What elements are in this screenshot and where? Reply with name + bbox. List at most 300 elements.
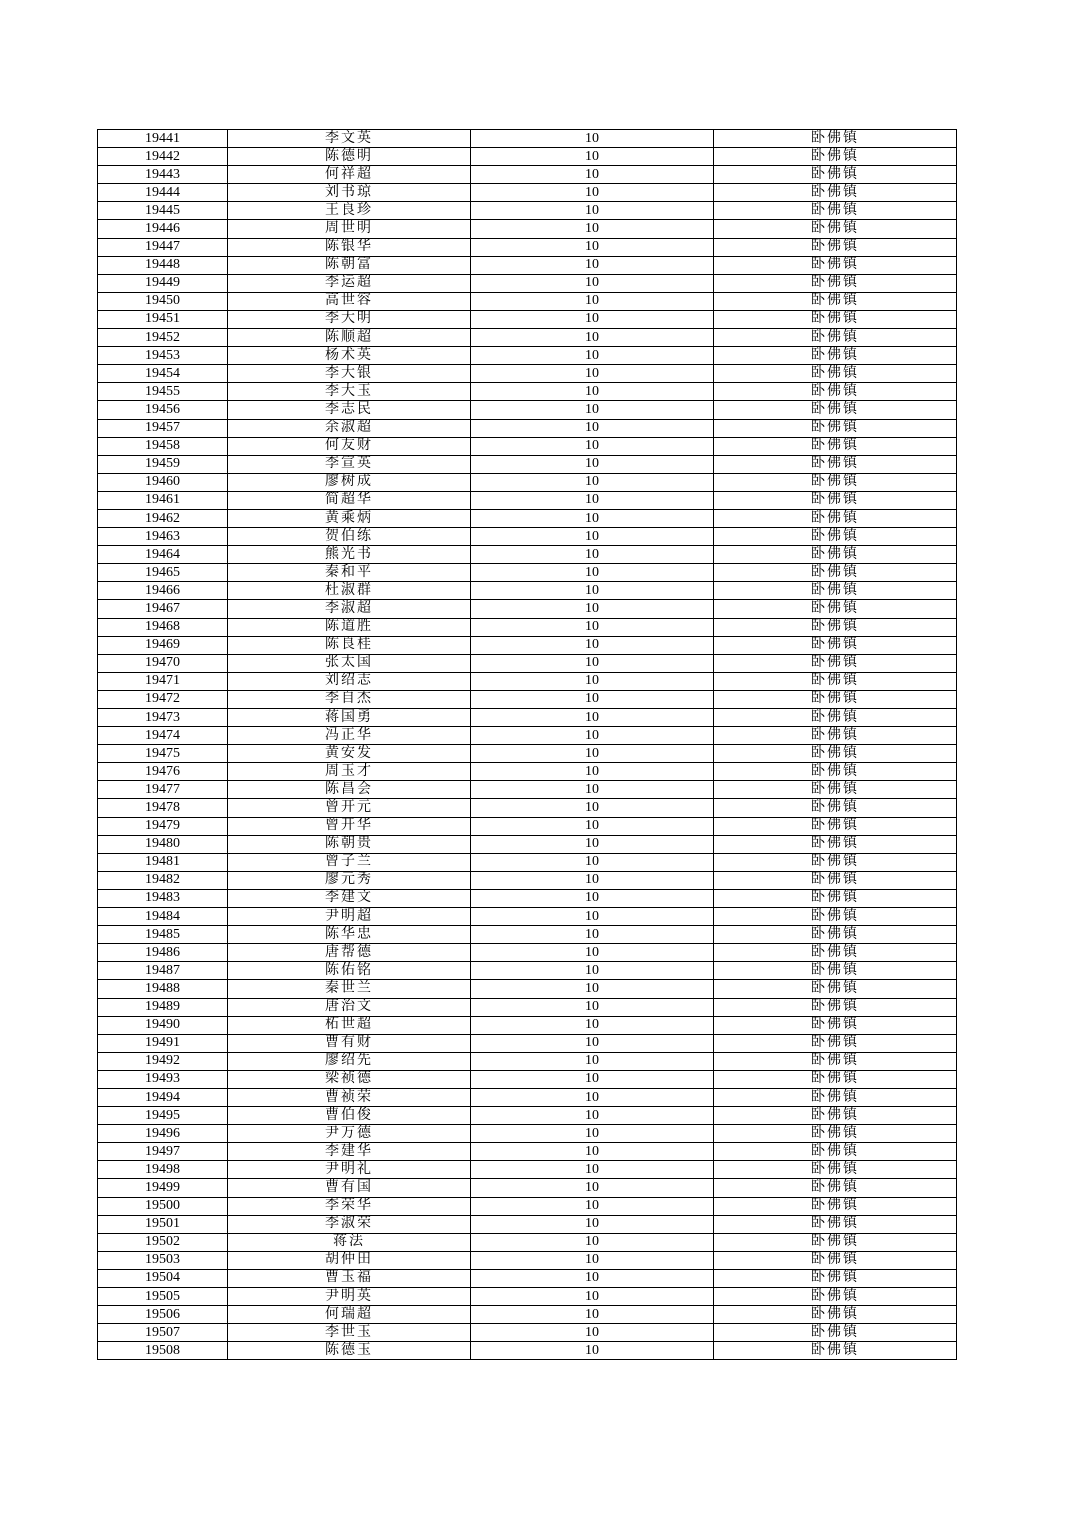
name-cell: 贺伯练 [228,528,471,546]
id-cell: 19502 [98,1233,228,1251]
amount-cell: 10 [471,781,714,799]
id-cell: 19480 [98,835,228,853]
amount-cell: 10 [471,690,714,708]
table-row [98,1052,957,1070]
town-cell: 卧佛镇 [714,727,957,745]
name-cell: 尹万德 [228,1125,471,1143]
table-row [98,853,957,871]
name-cell: 杜淑群 [228,582,471,600]
table-body [98,130,957,1360]
town-cell: 卧佛镇 [714,184,957,202]
name-cell: 李宣英 [228,455,471,473]
table-row [98,1161,957,1179]
amount-cell: 10 [471,166,714,184]
town-cell: 卧佛镇 [714,329,957,347]
id-cell: 19481 [98,853,228,871]
id-cell: 19442 [98,148,228,166]
name-cell: 廖元秀 [228,871,471,889]
town-cell: 卧佛镇 [714,636,957,654]
id-cell: 19484 [98,908,228,926]
table-row [98,600,957,618]
name-cell: 曾子兰 [228,853,471,871]
name-cell: 何友财 [228,437,471,455]
town-cell: 卧佛镇 [714,383,957,401]
name-cell: 陈华忠 [228,926,471,944]
table-row [98,274,957,292]
name-cell: 唐帮德 [228,944,471,962]
name-cell: 李大玉 [228,383,471,401]
name-cell: 陈朝贵 [228,835,471,853]
town-cell: 卧佛镇 [714,817,957,835]
town-cell: 卧佛镇 [714,1233,957,1251]
name-cell: 秦和平 [228,564,471,582]
table-row [98,491,957,509]
name-cell: 曹祯荣 [228,1088,471,1106]
table-row [98,889,957,907]
town-cell: 卧佛镇 [714,148,957,166]
id-cell: 19497 [98,1143,228,1161]
table-row [98,310,957,328]
town-cell: 卧佛镇 [714,690,957,708]
table-row [98,926,957,944]
amount-cell: 10 [471,799,714,817]
table-row [98,509,957,527]
table-row [98,329,957,347]
table-row [98,455,957,473]
table-row [98,238,957,256]
table-row [98,1306,957,1324]
amount-cell: 10 [471,509,714,527]
town-cell: 卧佛镇 [714,980,957,998]
name-cell: 李荣华 [228,1197,471,1215]
name-cell: 简超华 [228,491,471,509]
town-cell: 卧佛镇 [714,709,957,727]
id-cell: 19465 [98,564,228,582]
id-cell: 19445 [98,202,228,220]
town-cell: 卧佛镇 [714,1125,957,1143]
amount-cell: 10 [471,962,714,980]
town-cell: 卧佛镇 [714,654,957,672]
name-cell: 何祥超 [228,166,471,184]
id-cell: 19464 [98,546,228,564]
name-cell: 廖树成 [228,473,471,491]
name-cell: 李淑超 [228,600,471,618]
amount-cell: 10 [471,546,714,564]
id-cell: 19475 [98,745,228,763]
amount-cell: 10 [471,835,714,853]
town-cell: 卧佛镇 [714,419,957,437]
amount-cell: 10 [471,1143,714,1161]
town-cell: 卧佛镇 [714,944,957,962]
name-cell: 黄乘炳 [228,509,471,527]
name-cell: 陈朝富 [228,256,471,274]
table-row [98,292,957,310]
amount-cell: 10 [471,1288,714,1306]
table-row [98,582,957,600]
name-cell: 廖绍先 [228,1052,471,1070]
name-cell: 何瑞超 [228,1306,471,1324]
id-cell: 19503 [98,1251,228,1269]
table-row [98,1070,957,1088]
amount-cell: 10 [471,618,714,636]
id-cell: 19477 [98,781,228,799]
id-cell: 19489 [98,998,228,1016]
id-cell: 19457 [98,419,228,437]
name-cell: 柘世超 [228,1016,471,1034]
amount-cell: 10 [471,654,714,672]
town-cell: 卧佛镇 [714,1251,957,1269]
name-cell: 陈道胜 [228,618,471,636]
town-cell: 卧佛镇 [714,745,957,763]
table-row [98,962,957,980]
amount-cell: 10 [471,347,714,365]
id-cell: 19505 [98,1288,228,1306]
table-row [98,1251,957,1269]
town-cell: 卧佛镇 [714,1143,957,1161]
table-row [98,1324,957,1342]
town-cell: 卧佛镇 [714,365,957,383]
id-cell: 19500 [98,1197,228,1215]
id-cell: 19456 [98,401,228,419]
id-cell: 19492 [98,1052,228,1070]
id-cell: 19499 [98,1179,228,1197]
town-cell: 卧佛镇 [714,1052,957,1070]
name-cell: 尹明超 [228,908,471,926]
name-cell: 梁祯德 [228,1070,471,1088]
amount-cell: 10 [471,130,714,148]
id-cell: 19506 [98,1306,228,1324]
amount-cell: 10 [471,365,714,383]
amount-cell: 10 [471,528,714,546]
table-row [98,763,957,781]
name-cell: 李建华 [228,1143,471,1161]
id-cell: 19451 [98,310,228,328]
id-cell: 19483 [98,889,228,907]
amount-cell: 10 [471,383,714,401]
amount-cell: 10 [471,926,714,944]
table-row [98,220,957,238]
amount-cell: 10 [471,1269,714,1287]
town-cell: 卧佛镇 [714,1342,957,1360]
table-row [98,817,957,835]
table-row [98,546,957,564]
town-cell: 卧佛镇 [714,1324,957,1342]
data-table [97,129,957,1360]
town-cell: 卧佛镇 [714,310,957,328]
table-row [98,1125,957,1143]
id-cell: 19469 [98,636,228,654]
id-cell: 19504 [98,1269,228,1287]
town-cell: 卧佛镇 [714,1306,957,1324]
name-cell: 陈顺超 [228,329,471,347]
table-row [98,1269,957,1287]
amount-cell: 10 [471,582,714,600]
id-cell: 19488 [98,980,228,998]
amount-cell: 10 [471,455,714,473]
town-cell: 卧佛镇 [714,491,957,509]
id-cell: 19474 [98,727,228,745]
table-row [98,672,957,690]
id-cell: 19495 [98,1107,228,1125]
table-row [98,184,957,202]
name-cell: 曾开元 [228,799,471,817]
amount-cell: 10 [471,1125,714,1143]
name-cell: 曹伯俊 [228,1107,471,1125]
amount-cell: 10 [471,998,714,1016]
town-cell: 卧佛镇 [714,1269,957,1287]
town-cell: 卧佛镇 [714,455,957,473]
table-row [98,1034,957,1052]
amount-cell: 10 [471,1251,714,1269]
id-cell: 19446 [98,220,228,238]
id-cell: 19479 [98,817,228,835]
amount-cell: 10 [471,419,714,437]
id-cell: 19491 [98,1034,228,1052]
amount-cell: 10 [471,600,714,618]
table-row [98,835,957,853]
town-cell: 卧佛镇 [714,835,957,853]
amount-cell: 10 [471,1034,714,1052]
amount-cell: 10 [471,202,714,220]
name-cell: 冯正华 [228,727,471,745]
name-cell: 周世明 [228,220,471,238]
town-cell: 卧佛镇 [714,926,957,944]
id-cell: 19444 [98,184,228,202]
amount-cell: 10 [471,238,714,256]
table-row [98,1179,957,1197]
town-cell: 卧佛镇 [714,1215,957,1233]
id-cell: 19493 [98,1070,228,1088]
town-cell: 卧佛镇 [714,1288,957,1306]
town-cell: 卧佛镇 [714,401,957,419]
amount-cell: 10 [471,1306,714,1324]
amount-cell: 10 [471,473,714,491]
town-cell: 卧佛镇 [714,546,957,564]
name-cell: 曹有财 [228,1034,471,1052]
name-cell: 高世容 [228,292,471,310]
id-cell: 19453 [98,347,228,365]
id-cell: 19466 [98,582,228,600]
town-cell: 卧佛镇 [714,528,957,546]
id-cell: 19455 [98,383,228,401]
amount-cell: 10 [471,491,714,509]
table-row [98,998,957,1016]
name-cell: 陈昌会 [228,781,471,799]
name-cell: 陈银华 [228,238,471,256]
town-cell: 卧佛镇 [714,962,957,980]
name-cell: 王良珍 [228,202,471,220]
town-cell: 卧佛镇 [714,871,957,889]
town-cell: 卧佛镇 [714,1034,957,1052]
amount-cell: 10 [471,564,714,582]
name-cell: 黄安发 [228,745,471,763]
name-cell: 陈佑铭 [228,962,471,980]
name-cell: 周玉才 [228,763,471,781]
amount-cell: 10 [471,889,714,907]
table-row [98,908,957,926]
id-cell: 19498 [98,1161,228,1179]
table-row [98,1197,957,1215]
table-row [98,1143,957,1161]
town-cell: 卧佛镇 [714,1179,957,1197]
town-cell: 卧佛镇 [714,582,957,600]
town-cell: 卧佛镇 [714,130,957,148]
table-row [98,871,957,889]
name-cell: 陈德玉 [228,1342,471,1360]
amount-cell: 10 [471,745,714,763]
name-cell: 曹有国 [228,1179,471,1197]
amount-cell: 10 [471,401,714,419]
table-row [98,709,957,727]
town-cell: 卧佛镇 [714,166,957,184]
town-cell: 卧佛镇 [714,564,957,582]
town-cell: 卧佛镇 [714,220,957,238]
amount-cell: 10 [471,256,714,274]
name-cell: 李世玉 [228,1324,471,1342]
name-cell: 秦世兰 [228,980,471,998]
name-cell: 李淑荣 [228,1215,471,1233]
id-cell: 19501 [98,1215,228,1233]
town-cell: 卧佛镇 [714,998,957,1016]
amount-cell: 10 [471,184,714,202]
amount-cell: 10 [471,1197,714,1215]
table-row [98,383,957,401]
town-cell: 卧佛镇 [714,1197,957,1215]
amount-cell: 10 [471,1215,714,1233]
amount-cell: 10 [471,853,714,871]
amount-cell: 10 [471,980,714,998]
name-cell: 曹玉福 [228,1269,471,1287]
town-cell: 卧佛镇 [714,292,957,310]
name-cell: 杨术英 [228,347,471,365]
name-cell: 李建文 [228,889,471,907]
town-cell: 卧佛镇 [714,618,957,636]
table-row [98,148,957,166]
amount-cell: 10 [471,310,714,328]
name-cell: 陈德明 [228,148,471,166]
amount-cell: 10 [471,220,714,238]
name-cell: 李文英 [228,130,471,148]
id-cell: 19459 [98,455,228,473]
id-cell: 19472 [98,690,228,708]
name-cell: 刘书琼 [228,184,471,202]
table-row [98,980,957,998]
amount-cell: 10 [471,329,714,347]
amount-cell: 10 [471,1161,714,1179]
name-cell: 刘绍志 [228,672,471,690]
town-cell: 卧佛镇 [714,853,957,871]
town-cell: 卧佛镇 [714,672,957,690]
amount-cell: 10 [471,672,714,690]
town-cell: 卧佛镇 [714,1107,957,1125]
id-cell: 19482 [98,871,228,889]
name-cell: 陈良桂 [228,636,471,654]
id-cell: 19461 [98,491,228,509]
name-cell: 尹明礼 [228,1161,471,1179]
id-cell: 19454 [98,365,228,383]
id-cell: 19508 [98,1342,228,1360]
amount-cell: 10 [471,1324,714,1342]
table-row [98,365,957,383]
town-cell: 卧佛镇 [714,473,957,491]
amount-cell: 10 [471,437,714,455]
table-row [98,1088,957,1106]
name-cell: 张太国 [228,654,471,672]
town-cell: 卧佛镇 [714,781,957,799]
amount-cell: 10 [471,1233,714,1251]
id-cell: 19460 [98,473,228,491]
id-cell: 19473 [98,709,228,727]
name-cell: 李大银 [228,365,471,383]
amount-cell: 10 [471,871,714,889]
id-cell: 19452 [98,329,228,347]
table-row [98,473,957,491]
id-cell: 19443 [98,166,228,184]
id-cell: 19470 [98,654,228,672]
table-row [98,745,957,763]
id-cell: 19487 [98,962,228,980]
table-row [98,256,957,274]
town-cell: 卧佛镇 [714,1161,957,1179]
amount-cell: 10 [471,1107,714,1125]
name-cell: 熊光书 [228,546,471,564]
id-cell: 19447 [98,238,228,256]
id-cell: 19441 [98,130,228,148]
town-cell: 卧佛镇 [714,274,957,292]
table-row [98,166,957,184]
town-cell: 卧佛镇 [714,799,957,817]
table-row [98,1107,957,1125]
table-row [98,1016,957,1034]
name-cell: 尹明英 [228,1288,471,1306]
table-row [98,437,957,455]
town-cell: 卧佛镇 [714,1016,957,1034]
amount-cell: 10 [471,636,714,654]
table-row [98,1342,957,1360]
town-cell: 卧佛镇 [714,238,957,256]
name-cell: 李自杰 [228,690,471,708]
id-cell: 19448 [98,256,228,274]
table-row [98,618,957,636]
name-cell: 唐治文 [228,998,471,1016]
table-row [98,1215,957,1233]
name-cell: 李大明 [228,310,471,328]
amount-cell: 10 [471,817,714,835]
id-cell: 19478 [98,799,228,817]
town-cell: 卧佛镇 [714,347,957,365]
amount-cell: 10 [471,1179,714,1197]
town-cell: 卧佛镇 [714,509,957,527]
id-cell: 19485 [98,926,228,944]
id-cell: 19467 [98,600,228,618]
id-cell: 19449 [98,274,228,292]
town-cell: 卧佛镇 [714,763,957,781]
name-cell: 曾开华 [228,817,471,835]
amount-cell: 10 [471,292,714,310]
table-row [98,347,957,365]
table-row [98,202,957,220]
town-cell: 卧佛镇 [714,908,957,926]
name-cell: 蒋法 [228,1233,471,1251]
table-row [98,781,957,799]
id-cell: 19476 [98,763,228,781]
town-cell: 卧佛镇 [714,256,957,274]
amount-cell: 10 [471,1016,714,1034]
amount-cell: 10 [471,908,714,926]
table-row [98,1233,957,1251]
id-cell: 19458 [98,437,228,455]
table-row [98,654,957,672]
